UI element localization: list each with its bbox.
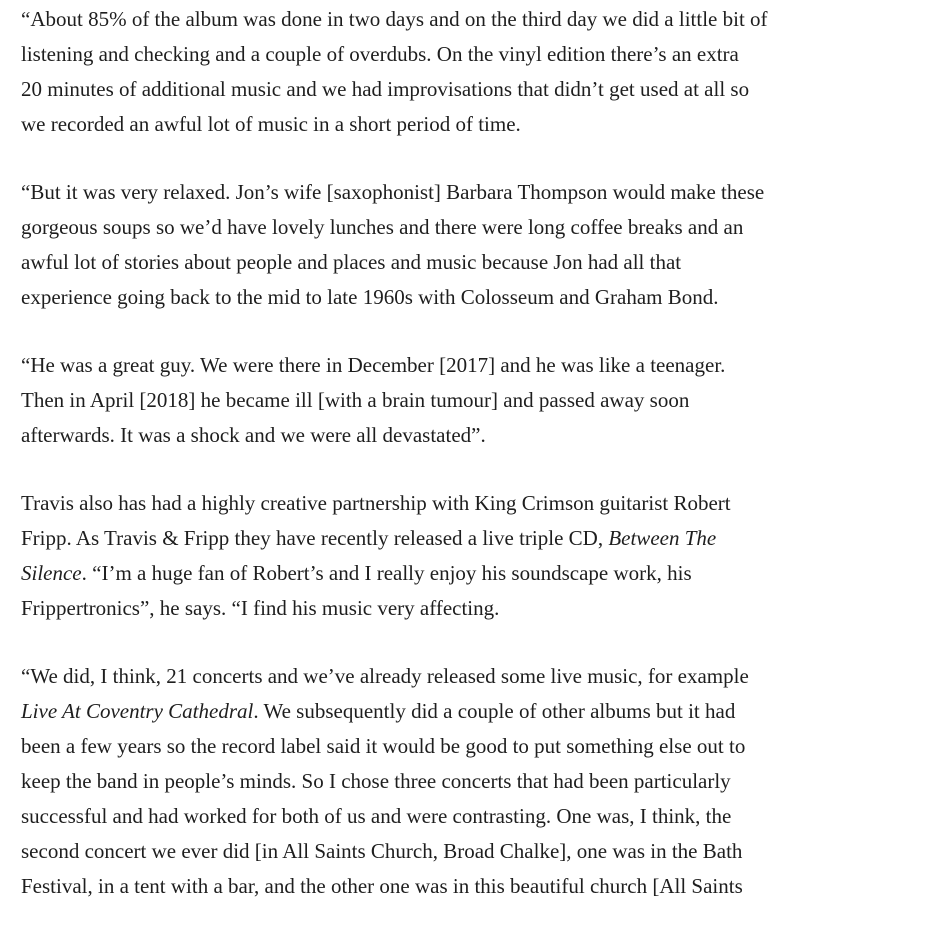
text-line <box>21 799 911 834</box>
text-line <box>21 2 911 37</box>
text-line <box>21 764 911 799</box>
body-text: successful and had worked for both of us and were contrasting. One was, I think, the <box>21 804 732 828</box>
text-line <box>21 280 911 315</box>
body-text: experience going back to the mid to late 1960s with Colosseum and Graham Bond. <box>21 285 719 309</box>
text-line <box>21 210 911 245</box>
body-text: listening and checking and a couple of overdubs. On the vinyl edition there’s an extra <box>21 42 739 66</box>
text-line <box>21 418 911 453</box>
body-text: . We subsequently did a couple of other albums but it had <box>253 699 736 723</box>
body-text: Then in April [2018] he became ill [with a brain tumour] and passed away soon <box>21 388 690 412</box>
text-line <box>21 175 911 210</box>
body-text: . “I’m a huge fan of Robert’s and I really enjoy his soundscape work, his <box>81 561 692 585</box>
text-line <box>21 72 911 107</box>
italic-title-text: Between The <box>608 526 717 550</box>
body-text: we recorded an awful lot of music in a short period of time. <box>21 112 521 136</box>
article-body <box>21 2 911 937</box>
text-line <box>21 383 911 418</box>
body-text: “We did, I think, 21 concerts and we’ve already released some live music, for example <box>21 664 749 688</box>
body-text: afterwards. It was a shock and we were all devastated”. <box>21 423 486 447</box>
body-text: “He was a great guy. We were there in December [2017] and he was like a teenager. <box>21 353 726 377</box>
body-text: awful lot of stories about people and places and music because Jon had all that <box>21 250 682 274</box>
body-text: keep the band in people’s minds. So I chose three concerts that had been particularly <box>21 769 731 793</box>
italic-title-text: Live At Coventry Cathedral <box>21 699 254 723</box>
text-line <box>21 659 911 694</box>
body-text: 20 minutes of additional music and we had improvisations that didn’t get used at all so <box>21 77 750 101</box>
body-text: been a few years so the record label said it would be good to put something else out to <box>21 734 746 758</box>
text-line <box>21 245 911 280</box>
body-text: “About 85% of the album was done in two days and on the third day we did a little bit of <box>21 7 768 31</box>
body-text: Fripp. As Travis & Fripp they have recently released a live triple CD, <box>21 526 609 550</box>
article-paragraph <box>21 348 911 453</box>
body-text: “But it was very relaxed. Jon’s wife [saxophonist] Barbara Thompson would make these <box>21 180 765 204</box>
body-text: gorgeous soups so we’d have lovely lunches and there were long coffee breaks and an <box>21 215 744 239</box>
body-text: Festival, in a tent with a bar, and the other one was in this beautiful church [All Saints <box>21 874 743 898</box>
article-paragraph <box>21 2 911 142</box>
article-paragraph <box>21 486 911 626</box>
text-line <box>21 591 911 626</box>
text-line <box>21 521 911 556</box>
text-line <box>21 486 911 521</box>
text-line <box>21 556 911 591</box>
italic-title-text: Silence <box>21 561 82 585</box>
text-line <box>21 348 911 383</box>
article-paragraph <box>21 175 911 315</box>
body-text: Travis also has had a highly creative partnership with King Crimson guitarist Robert <box>21 491 731 515</box>
text-line <box>21 107 911 142</box>
text-line <box>21 694 911 729</box>
text-line <box>21 834 911 869</box>
text-line <box>21 869 911 904</box>
text-line <box>21 729 911 764</box>
body-text: second concert we ever did [in All Saints Church, Broad Chalke], one was in the Bath <box>21 839 743 863</box>
body-text: Frippertronics”, he says. “I find his music very affecting. <box>21 596 500 620</box>
text-line <box>21 37 911 72</box>
article-paragraph <box>21 659 911 904</box>
